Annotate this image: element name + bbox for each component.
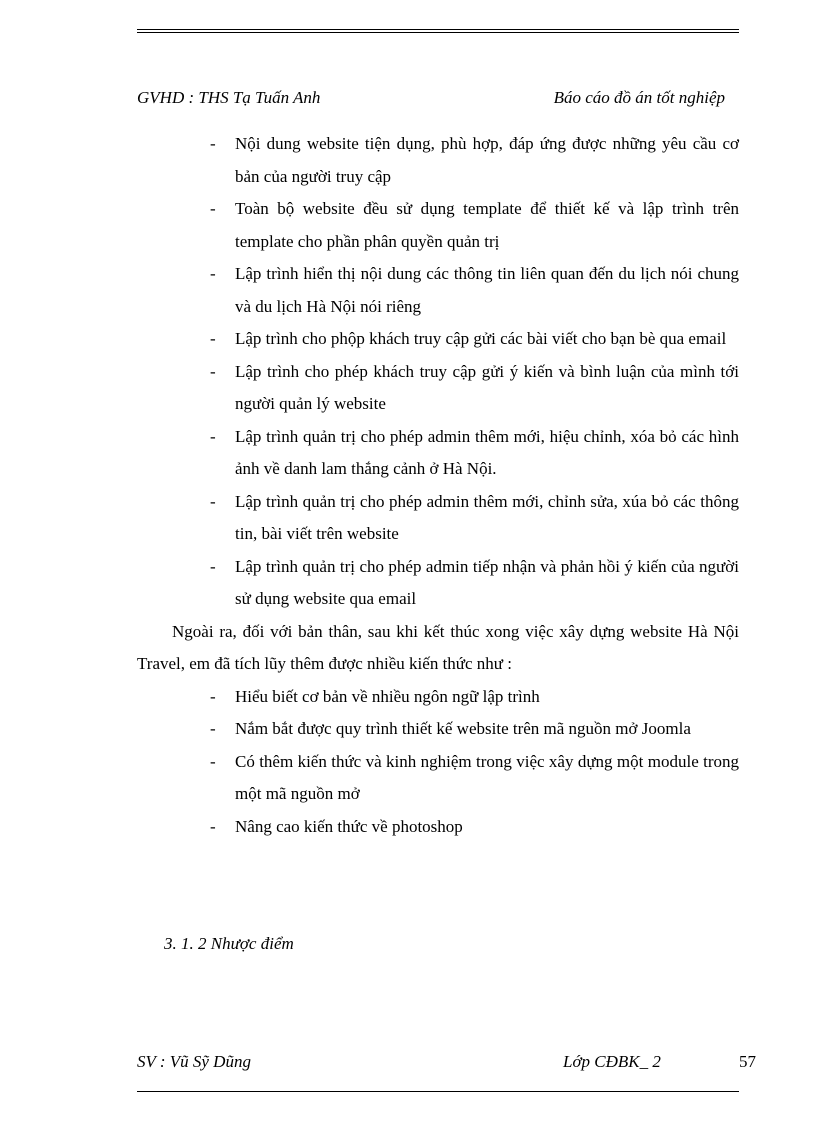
list-item-text: Lập trình hiển thị nội dung các thông tin liên quan đến du lịch nói chung và du lịch Hà Nội nói riêng: [235, 264, 739, 316]
footer-student: SV : Vũ Sỹ Dũng: [137, 1052, 251, 1071]
bullet-dash: -: [210, 361, 216, 381]
footer-rule: [137, 1091, 739, 1092]
list-item: [137, 258, 739, 323]
bullet-dash: -: [210, 556, 216, 576]
list-item-text: Toàn bộ website đều sử dụng template để thiết kế và lập trình trên template cho phần phân quyền quản trị: [235, 199, 739, 251]
list-item: [137, 746, 739, 811]
list-item-text: Lập trình quản trị cho phép admin thêm mới, chỉnh sửa, xúa bỏ các thông tin, bài viết trên website: [235, 491, 739, 543]
list-item: [137, 551, 739, 616]
header-advisor: GVHD : THS Tạ Tuấn Anh: [137, 88, 321, 107]
header-report-title: Báo cáo đồ án tốt nghiệp: [553, 88, 725, 107]
list-item-text: Nâng cao kiến thức về photoshop: [235, 816, 463, 836]
list-item-text: Lập trình quản trị cho phép admin thêm mới, hiệu chỉnh, xóa bỏ các hình ảnh về danh lam thắng cảnh ở Hà Nội.: [235, 426, 739, 478]
knowledge-list: [137, 681, 739, 844]
list-item-text: Lập trình quản trị cho phép admin tiếp nhận và phản hồi ý kiến của người sử dụng website qua email: [235, 556, 739, 608]
section-heading: 3. 1. 2 Nhược điểm: [164, 934, 294, 953]
bullet-dash: -: [210, 491, 216, 511]
achievements-list: [137, 128, 739, 616]
bullet-dash: -: [210, 719, 216, 738]
bullet-dash: -: [210, 134, 216, 153]
footer-class: Lớp CĐBK_ 2: [563, 1052, 661, 1071]
list-item-text: Có thêm kiến thức và kinh nghiệm trong việc xây dựng một module trong một mã nguồn mở: [235, 751, 739, 803]
summary-paragraph: Ngoài ra, đối với bản thân, sau khi kết thúc xong việc xây dựng website Hà Nội Travel, em đã tích lũy thêm được nhiều kiến thức như :: [137, 621, 739, 673]
list-item: [137, 421, 739, 486]
list-item: [137, 681, 739, 714]
page-number: 57: [739, 1052, 756, 1071]
list-item: [137, 811, 739, 844]
list-item-text: Hiểu biết cơ bản về nhiều ngôn ngữ lập trình: [235, 686, 540, 706]
list-item: [137, 128, 739, 193]
bullet-dash: -: [210, 686, 216, 706]
bullet-dash: -: [210, 264, 216, 283]
header-rule: [137, 29, 739, 33]
list-item-text: Lập trình cho phép khách truy cập gửi ý kiến và bình luận của mình tới người quản lý website: [235, 361, 739, 413]
list-item: [137, 713, 739, 746]
bullet-dash: -: [210, 751, 216, 771]
body-text: [137, 128, 739, 843]
bullet-dash: -: [210, 816, 216, 836]
list-item: [137, 356, 739, 421]
list-item-text: Nội dung website tiện dụng, phù hợp, đáp ứng được những yêu cầu cơ bản của người truy cập: [235, 134, 739, 186]
list-item-text: Nắm bắt được quy trình thiết kế website trên mã nguồn mở Joomla: [235, 719, 691, 738]
list-item: [137, 486, 739, 551]
bullet-dash: -: [210, 329, 216, 348]
list-item-text: Lập trình cho phộp khách truy cập gửi các bài viết cho bạn bè qua email: [235, 329, 727, 348]
list-item: [137, 323, 739, 356]
list-item: [137, 193, 739, 258]
bullet-dash: -: [210, 199, 216, 218]
bullet-dash: -: [210, 426, 216, 446]
